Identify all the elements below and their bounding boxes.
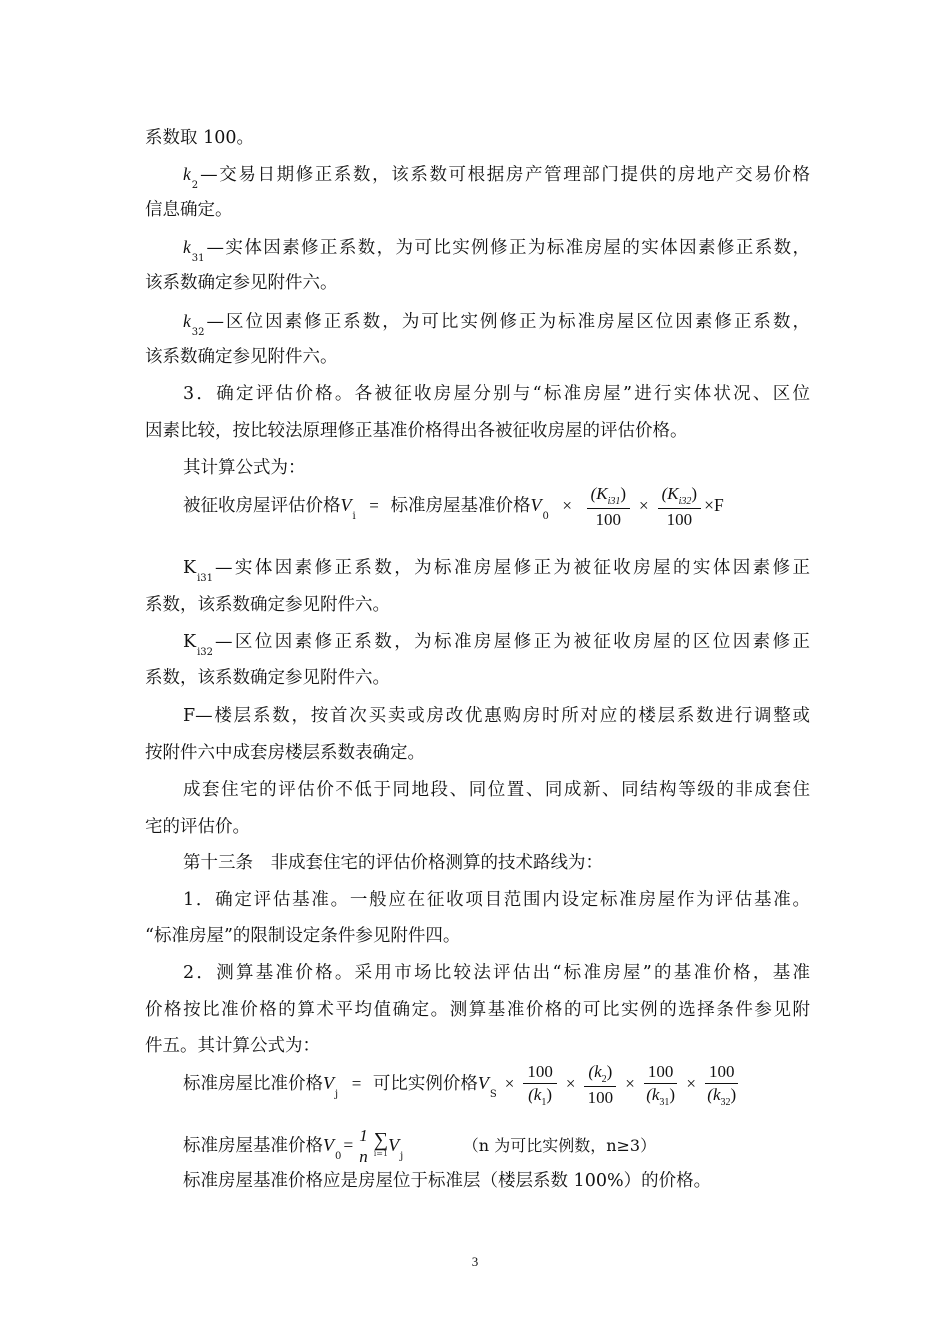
formula-comparable-price [183, 1060, 810, 1106]
fraction-numerator: (K [661, 483, 679, 503]
formula-sub: j [400, 1151, 404, 1162]
definition-text: —交易日期修正系数，该系数可根据房产管理部门提供的房地产交易价格 [200, 165, 810, 185]
paragraph-line: 该系数确定参见附件六。 [145, 347, 338, 367]
definition-k32 [183, 310, 810, 336]
paragraph-line: 件五。其计算公式为： [145, 1036, 320, 1056]
fraction [587, 484, 630, 530]
fraction [355, 1126, 372, 1167]
paragraph-line: 其计算公式为： [183, 458, 306, 478]
times-sign: × [562, 496, 572, 515]
paragraph-line: “标准房屋”的限制设定条件参见附件四。 [145, 926, 461, 946]
page-number: 3 [471, 1254, 479, 1269]
equals-sign: = [343, 1135, 354, 1155]
fraction-sub: 32 [720, 1096, 731, 1108]
symbol-subscript: 32 [191, 327, 205, 338]
fraction-numerator: 100 [705, 1062, 739, 1084]
paragraph-line: 按附件六中成套房楼层系数表确定。 [145, 743, 425, 763]
paragraph-line: 价格按比准价格的算术平均值确定。测算基准价格的可比实例的选择条件参见附 [145, 1000, 810, 1020]
symbol: k [183, 164, 191, 184]
formula-label: 可比实例价格 [372, 1074, 478, 1094]
article-heading: 第十三条 非成套住宅的评估价格测算的技术路线为： [183, 853, 603, 873]
fraction [705, 1062, 739, 1108]
fraction [644, 1062, 678, 1108]
formula-sub: i [352, 511, 356, 522]
fraction [584, 1062, 616, 1108]
equals-sign: = [369, 496, 379, 515]
fraction-sub: 1 [541, 1096, 547, 1108]
paragraph-line: 因素比较，按比较法原理修正基准价格得出各被征收房屋的评估价格。 [145, 421, 688, 441]
definition-ki32 [183, 631, 810, 656]
paragraph-line: 系数，该系数确定参见附件六。 [145, 668, 390, 688]
summation [373, 1128, 389, 1161]
paragraph-line: 2．测算基准价格。采用市场比较法评估出“标准房屋”的基准价格，基准 [183, 963, 810, 983]
formula-base-price [183, 1122, 810, 1168]
formula-assessment-price [183, 483, 810, 527]
formula-var: V [323, 1135, 334, 1155]
fraction-numerator: (k [588, 1061, 602, 1081]
fraction-numerator: 1 [359, 1126, 368, 1145]
paragraph-line: 该系数确定参见附件六。 [145, 273, 338, 293]
fraction [658, 484, 701, 530]
fraction-denominator: 100 [595, 509, 622, 529]
fraction-numerator: 100 [523, 1062, 557, 1084]
definition-text: —实体因素修正系数，为标准房屋修正为被征收房屋的实体因素修正 [215, 558, 810, 578]
formula-sub: 0 [335, 1151, 342, 1162]
formula-note: （n 为可比实例数，n≥3） [462, 1136, 657, 1155]
fraction-denominator: (k [528, 1084, 542, 1104]
symbol: K [183, 632, 197, 652]
formula-var: V [477, 1073, 489, 1093]
fraction-numerator: (K [590, 483, 608, 503]
symbol: K [183, 558, 197, 578]
fraction-sub: i31 [607, 495, 621, 507]
times-sign: × [639, 496, 649, 515]
symbol: k [183, 237, 191, 257]
formula-label: 标准房屋基准价格 [183, 1136, 323, 1156]
fraction-sub: 2 [601, 1073, 607, 1085]
fraction-denominator: n [359, 1147, 368, 1166]
definition-text: —区位因素修正系数，为可比实例修正为标准房屋区位因素修正系数， [206, 312, 810, 332]
formula-var: V [388, 1135, 400, 1155]
symbol-subscript: i31 [197, 573, 214, 584]
times-sign: × [504, 1074, 515, 1093]
sigma-lower-limit: i=1 [373, 1148, 389, 1158]
sigma-symbol: ∑ [373, 1128, 389, 1151]
formula-var: V [530, 495, 542, 515]
formula-var: V [340, 495, 352, 515]
formula-label: 标准房屋基准价格 [390, 496, 531, 516]
times-sign: × [686, 1074, 696, 1093]
paragraph-line: 宅的评估价。 [145, 817, 250, 837]
paragraph-line: 3．确定评估价格。各被征收房屋分别与“标准房屋”进行实体状况、区位 [183, 384, 810, 404]
times-sign: × [565, 1074, 576, 1093]
fraction-sub: i32 [678, 495, 692, 507]
definition-text: —区位因素修正系数，为标准房屋修正为被征收房屋的区位因素修正 [215, 632, 810, 652]
floor-factor: ×F [704, 495, 724, 515]
paren: ) [546, 1084, 552, 1104]
symbol-subscript: 31 [191, 253, 205, 264]
paragraph-line: 成套住宅的评估价不低于同地段、同位置、同成新、同结构等级的非成套住 [183, 780, 810, 800]
paragraph-line: 系数取 100。 [145, 128, 254, 148]
paren: ) [620, 483, 627, 503]
formula-label: 标准房屋比准价格 [183, 1074, 323, 1094]
paren: ) [730, 1084, 737, 1104]
equals-sign: = [351, 1074, 362, 1093]
formula-label: 被征收房屋评估价格 [183, 496, 341, 516]
fraction-denominator: 100 [666, 509, 693, 529]
definition-ki31 [183, 557, 810, 582]
fraction-sub: 31 [659, 1096, 670, 1108]
fraction-denominator: 100 [587, 1087, 614, 1107]
fraction-numerator: 100 [644, 1062, 678, 1084]
fraction-denominator: (k [707, 1084, 721, 1104]
formula-var: V [323, 1073, 334, 1093]
paragraph-line: 1．确定评估基准。一般应在征收项目范围内设定标准房屋作为评估基准。 [183, 890, 810, 910]
paren: ) [606, 1061, 613, 1081]
paragraph-line: 标准房屋基准价格应是房屋位于标准层（楼层系数 100%）的价格。 [183, 1171, 712, 1191]
formula-sub: j [335, 1089, 339, 1100]
symbol-subscript: i32 [197, 647, 214, 658]
times-sign: × [625, 1074, 635, 1093]
fraction-denominator: (k [646, 1084, 660, 1104]
definition-text: —实体因素修正系数，为可比实例修正为标准房屋的实体因素修正系数， [206, 238, 810, 258]
paragraph-line: 信息确定。 [145, 200, 233, 220]
symbol: k [183, 311, 191, 331]
definition-k2 [183, 163, 810, 189]
fraction [523, 1062, 557, 1108]
formula-sub: 0 [542, 511, 549, 522]
paragraph-line: 系数，该系数确定参见附件六。 [145, 595, 390, 615]
paren: ) [669, 1084, 676, 1104]
formula-sub: S [489, 1089, 497, 1100]
paragraph-line: F—楼层系数，按首次买卖或房改优惠购房时所对应的楼层系数进行调整或 [183, 706, 810, 726]
symbol-subscript: 2 [191, 180, 199, 191]
definition-k31 [183, 236, 810, 262]
paren: ) [691, 483, 698, 503]
